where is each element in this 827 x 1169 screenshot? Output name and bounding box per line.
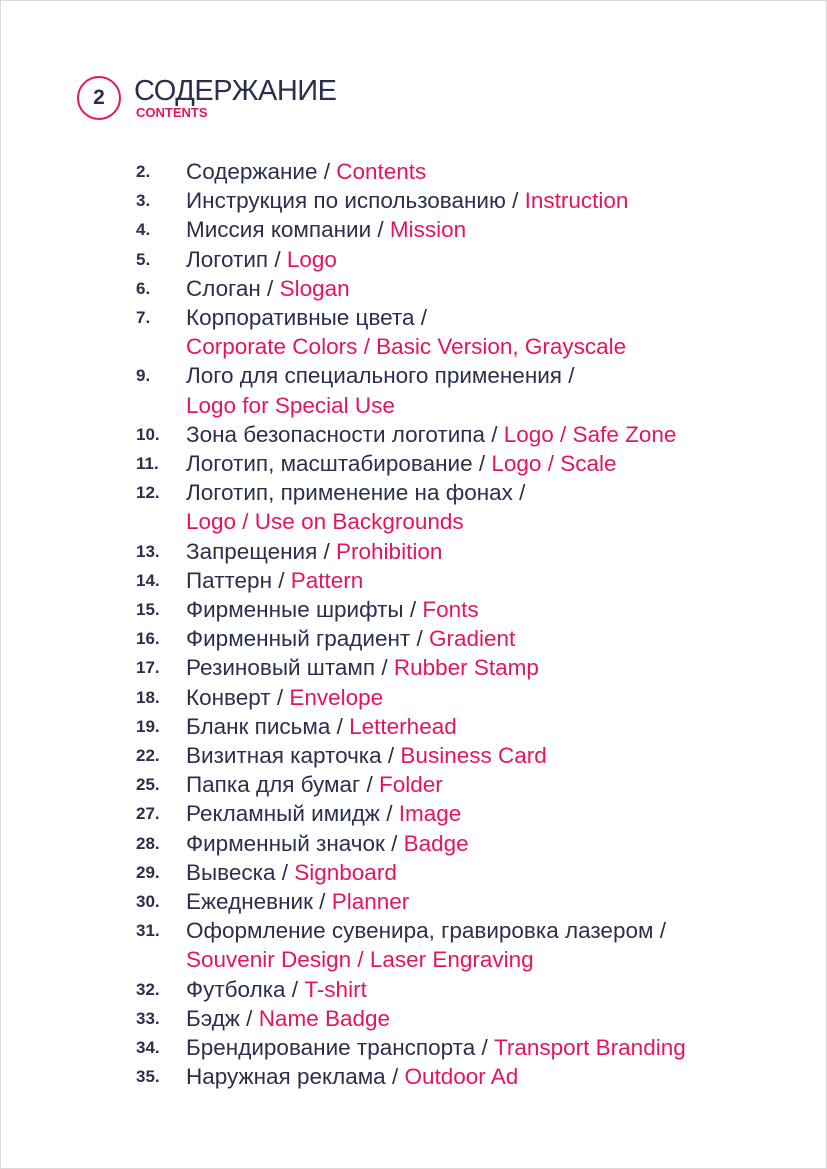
toc-title-en: Logo for Special Use xyxy=(186,392,395,418)
toc-entry[interactable] xyxy=(136,1004,686,1033)
toc-entry[interactable] xyxy=(136,478,686,536)
toc-title-ru: Визитная карточка / xyxy=(186,743,401,769)
toc-entry[interactable] xyxy=(136,887,686,916)
toc-entry-text xyxy=(186,537,442,566)
toc-title-en: Slogan xyxy=(279,275,350,301)
toc-title-ru: Зона безопасности логотипа / xyxy=(186,421,504,447)
toc-title-ru: Лого для специального применения / xyxy=(186,363,575,389)
toc-entry-text xyxy=(186,1033,686,1062)
toc-entry-text xyxy=(186,712,457,741)
toc-title-ru: Слоган / xyxy=(186,275,280,301)
toc-page-number: 28. xyxy=(136,833,160,853)
toc-page-number: 31. xyxy=(136,921,160,941)
toc-title-en: Transport Branding xyxy=(493,1035,686,1061)
toc-entry[interactable] xyxy=(136,799,686,828)
toc-entry[interactable] xyxy=(136,303,686,361)
toc-entry-text xyxy=(186,770,443,799)
toc-page-number: 7. xyxy=(136,308,151,328)
toc-entry[interactable] xyxy=(136,186,686,215)
toc-title-ru: Логотип, масштабирование / xyxy=(186,451,492,477)
toc-page-number: 4. xyxy=(136,220,151,240)
toc-page-number: 13. xyxy=(136,541,160,561)
toc-entry-text xyxy=(186,157,426,186)
toc-title-en: Planner xyxy=(331,889,410,915)
toc-entry-text xyxy=(186,1004,390,1033)
toc-entry[interactable] xyxy=(136,916,686,974)
toc-title-ru: Инструкция по использованию / xyxy=(186,188,525,214)
toc-entry[interactable] xyxy=(136,712,686,741)
toc-entry[interactable] xyxy=(136,215,686,244)
toc-title-en: Rubber Stamp xyxy=(393,655,539,681)
toc-title-ru: Бланк письма / xyxy=(186,713,350,739)
toc-title-ru: Фирменные шрифты / xyxy=(186,597,423,623)
toc-page-number: 10. xyxy=(136,424,160,444)
toc-title-ru: Оформление сувенира, гравировка лазером / xyxy=(186,918,666,944)
toc-title-ru: Резиновый штамп / xyxy=(186,655,394,681)
toc-entry[interactable] xyxy=(136,1062,686,1091)
toc-title-en: Logo / Scale xyxy=(491,451,617,477)
toc-entry-text xyxy=(186,887,409,916)
toc-title-en: Image xyxy=(398,801,462,827)
toc-page-number: 29. xyxy=(136,862,160,882)
toc-title-en: Business Card xyxy=(400,743,547,769)
toc-entry[interactable] xyxy=(136,420,686,449)
toc-page-number: 35. xyxy=(136,1067,160,1087)
toc-entry[interactable] xyxy=(136,595,686,624)
toc-title-ru: Корпоративные цвета / xyxy=(186,305,427,331)
page-number-badge: 2 xyxy=(77,76,121,120)
toc-title-ru: Логотип / xyxy=(186,246,287,272)
toc-entry-text xyxy=(186,683,383,712)
toc-entry-text xyxy=(186,566,363,595)
toc-page-number: 15. xyxy=(136,600,160,620)
toc-entry-text xyxy=(186,478,525,536)
toc-entry[interactable] xyxy=(136,741,686,770)
toc-page-number: 25. xyxy=(136,775,160,795)
toc-entry[interactable] xyxy=(136,157,686,186)
toc-entry[interactable] xyxy=(136,829,686,858)
toc-title-en: Outdoor Ad xyxy=(404,1064,519,1090)
toc-entry-text xyxy=(186,449,616,478)
toc-page-number: 16. xyxy=(136,629,160,649)
toc-title-ru: Ежедневник / xyxy=(186,889,332,915)
toc-entry[interactable] xyxy=(136,566,686,595)
toc-title-en: Contents xyxy=(336,159,427,184)
toc-entry-text xyxy=(186,653,539,682)
toc-entry[interactable] xyxy=(136,1033,686,1062)
toc-title-ru: Рекламный имидж / xyxy=(186,801,399,827)
toc-title-en: Logo / Use on Backgrounds xyxy=(186,509,464,535)
toc-title-ru: Футболка / xyxy=(186,976,305,1002)
toc-entry[interactable] xyxy=(136,858,686,887)
toc-entry-text xyxy=(186,829,469,858)
toc-title-en: Logo / Safe Zone xyxy=(503,421,677,447)
toc-page-number: 11. xyxy=(136,454,159,474)
toc-title-en: Gradient xyxy=(428,626,516,652)
toc-entry[interactable] xyxy=(136,624,686,653)
toc-title-ru: Миссия компании / xyxy=(186,217,390,243)
toc-title-en: Instruction xyxy=(524,188,629,214)
toc-entry[interactable] xyxy=(136,537,686,566)
toc-page-number: 27. xyxy=(136,804,160,824)
toc-title-en: Name Badge xyxy=(258,1005,391,1031)
table-of-contents xyxy=(136,157,686,1092)
toc-entry[interactable] xyxy=(136,361,686,419)
toc-entry-text xyxy=(186,858,397,887)
toc-entry[interactable] xyxy=(136,449,686,478)
toc-page-number: 6. xyxy=(136,278,151,298)
toc-page-number: 30. xyxy=(136,892,160,912)
toc-page-number: 22. xyxy=(136,746,160,766)
toc-title-en: Corporate Colors / Basic Version, Grayscale xyxy=(186,334,627,360)
toc-title-en: Signboard xyxy=(294,859,397,885)
toc-entry-text xyxy=(186,624,515,653)
toc-page-number: 3. xyxy=(136,191,151,211)
toc-title-en: Prohibition xyxy=(336,538,443,564)
page-title: СОДЕРЖАНИЕ xyxy=(134,75,337,107)
toc-entry-text xyxy=(186,215,466,244)
toc-entry-text xyxy=(186,303,626,361)
toc-page-number: 34. xyxy=(136,1038,160,1058)
toc-page-number: 2. xyxy=(136,162,151,181)
toc-title-en: T-shirt xyxy=(304,976,367,1002)
toc-title-en: Folder xyxy=(379,772,443,798)
toc-title-ru: Конверт / xyxy=(186,684,290,710)
toc-title-ru: Запрещения / xyxy=(186,538,337,564)
toc-title-ru: Наружная реклама / xyxy=(186,1064,405,1090)
toc-entry-text xyxy=(186,916,666,974)
toc-title-en: Pattern xyxy=(290,567,364,593)
toc-page-number: 32. xyxy=(136,979,160,999)
toc-page-number: 5. xyxy=(136,249,151,269)
toc-page-number: 18. xyxy=(136,687,160,707)
toc-entry-text xyxy=(186,595,479,624)
toc-entry-text xyxy=(186,245,337,274)
toc-entry-text xyxy=(186,186,628,215)
toc-entry[interactable] xyxy=(136,245,686,274)
toc-title-ru: Папка для бумаг / xyxy=(186,772,379,798)
toc-page-number: 14. xyxy=(136,570,160,590)
toc-entry[interactable] xyxy=(136,653,686,682)
toc-entry-text xyxy=(186,420,676,449)
toc-page-number: 12. xyxy=(136,483,160,503)
toc-title-ru: Брендирование транспорта / xyxy=(186,1035,494,1061)
toc-title-ru: Логотип, применение на фонах / xyxy=(186,480,526,506)
toc-page-number: 33. xyxy=(136,1008,160,1028)
toc-title-en: Mission xyxy=(389,217,467,243)
toc-title-ru: Содержание / xyxy=(186,159,337,184)
toc-title-en: Letterhead xyxy=(349,713,457,739)
toc-page-number: 17. xyxy=(136,658,160,678)
toc-title-ru: Бэдж / xyxy=(186,1005,259,1031)
toc-title-ru: Паттерн / xyxy=(186,567,291,593)
toc-page-number: 9. xyxy=(136,366,151,386)
toc-entry-text xyxy=(186,361,575,419)
toc-title-en: Envelope xyxy=(289,684,384,710)
toc-page-number: 19. xyxy=(136,716,160,736)
toc-title-en: Badge xyxy=(403,830,469,856)
toc-title-ru: Вывеска / xyxy=(186,859,295,885)
toc-title-en: Fonts xyxy=(422,597,479,623)
toc-entry[interactable] xyxy=(136,274,686,303)
toc-title-ru: Фирменный значок / xyxy=(186,830,404,856)
toc-entry-text xyxy=(186,274,350,303)
toc-title-en: Souvenir Design / Laser Engraving xyxy=(186,947,534,973)
toc-entry[interactable] xyxy=(136,770,686,799)
toc-entry-text xyxy=(186,799,461,828)
toc-entry-text xyxy=(186,741,547,770)
toc-entry-text xyxy=(186,975,367,1004)
page-subtitle: CONTENTS xyxy=(136,105,208,120)
toc-entry[interactable] xyxy=(136,975,686,1004)
toc-title-ru: Фирменный градиент / xyxy=(186,626,429,652)
toc-title-en: Logo xyxy=(286,246,337,272)
toc-entry-text xyxy=(186,1062,518,1091)
toc-entry[interactable] xyxy=(136,683,686,712)
